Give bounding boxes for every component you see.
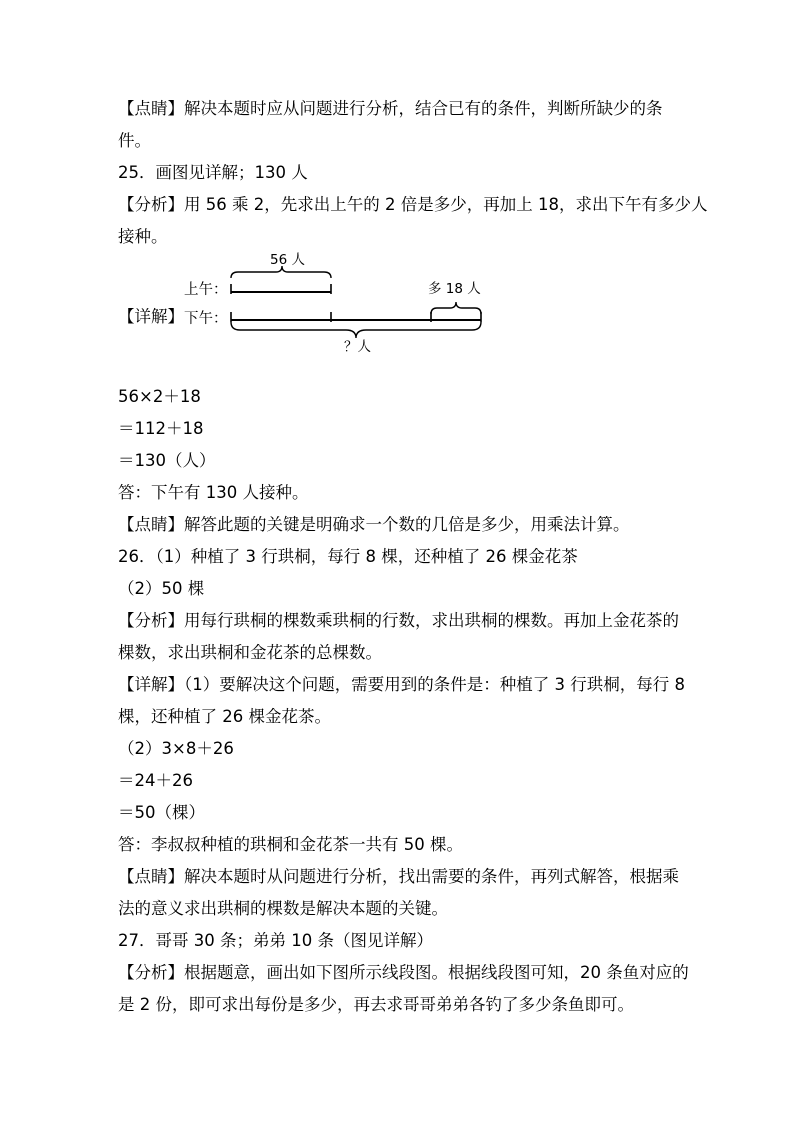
- answer-25-heading: 25．画图见详解；130 人: [118, 163, 308, 182]
- top-brace-label: 56 人: [270, 252, 305, 268]
- text-line: 【点睛】解答此题的关键是明确求一个数的几倍是多少，用乘法计算。: [118, 515, 630, 534]
- text-line: 法的意义求出珙桐的棵数是解决本题的关键。: [118, 899, 448, 918]
- text-line: 棵数，求出珙桐和金花茶的总棵数。: [118, 643, 382, 662]
- extra-brace: [431, 302, 481, 314]
- morning-label: 上午：: [184, 282, 228, 298]
- calc-line-2: ＝112＋18: [118, 419, 204, 438]
- text-line: （2）50 棵: [118, 579, 205, 598]
- text-line-4: 【分析】用 56 乘 2，先求出上午的 2 倍是多少，再加上 18，求出下午有多少人: [118, 195, 708, 214]
- calc-line-1: 56×2＋18: [118, 387, 201, 406]
- answer-26-heading: 26．（1）种植了 3 行珙桐，每行 8 棵，还种植了 26 棵金花茶: [118, 547, 578, 566]
- answer-27-heading: 27．哥哥 30 条；弟弟 10 条（图见详解）: [118, 931, 433, 950]
- afternoon-total-brace: [231, 322, 481, 338]
- text-line: 【详解】（1）要解决这个问题，需要用到的条件是：种植了 3 行珙桐，每行 8: [118, 675, 685, 694]
- extra-label: 多 18 人: [428, 281, 481, 297]
- calc-line: ＝24＋26: [118, 771, 193, 790]
- detail-label: 【详解】: [118, 307, 184, 326]
- text-line-1: 【点睛】解决本题时应从问题进行分析，结合已有的条件，判断所缺少的条: [118, 99, 663, 118]
- text-line-5: 接种。: [118, 227, 168, 246]
- afternoon-label: 下午：: [184, 311, 228, 327]
- text-line: 【点睛】解决本题时从问题进行分析，找出需要的条件，再列式解答，根据乘: [118, 867, 679, 886]
- question-label: ？人: [344, 339, 371, 355]
- text-line: 【分析】用每行珙桐的棵数乘珙桐的行数，求出珙桐的棵数。再加上金花茶的: [118, 611, 679, 630]
- answer-line: 答：李叔叔种植的珙桐和金花茶一共有 50 棵。: [118, 835, 463, 854]
- segment-diagram: [118, 250, 518, 362]
- text-line: 【分析】根据题意，画出如下图所示线段图。根据线段图可知，20 条鱼对应的: [118, 963, 689, 982]
- calc-line-3: ＝130（人）: [118, 451, 216, 470]
- calc-line: （2）3×8＋26: [118, 739, 234, 758]
- calc-line: ＝50（棵）: [118, 803, 205, 822]
- answer-line: 答：下午有 130 人接种。: [118, 483, 309, 502]
- text-line: 是 2 份，即可求出每份是多少，再去求哥哥弟弟各钓了多少条鱼即可。: [118, 995, 634, 1014]
- text-line-2: 件。: [118, 131, 151, 150]
- text-line: 棵，还种植了 26 棵金花茶。: [118, 707, 331, 726]
